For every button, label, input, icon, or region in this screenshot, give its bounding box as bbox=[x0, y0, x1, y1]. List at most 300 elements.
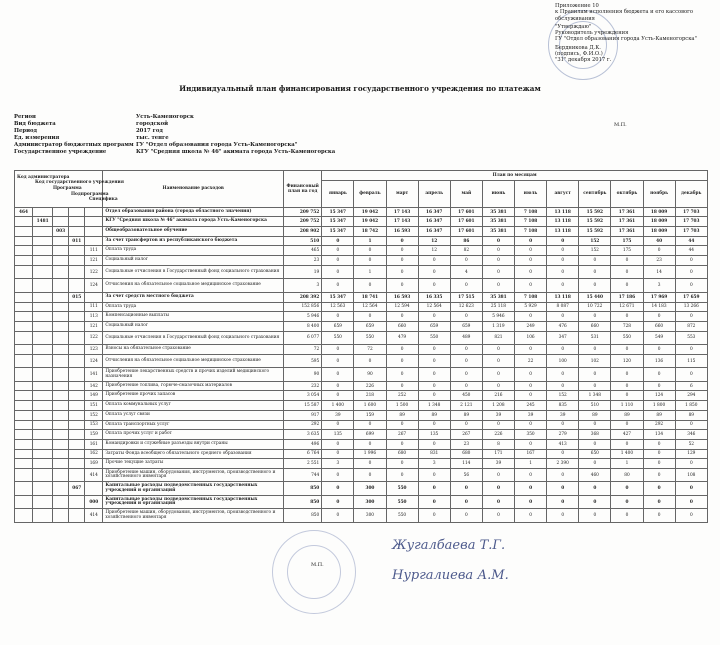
month-value-cell: 368 bbox=[579, 430, 611, 440]
table-row bbox=[15, 279, 708, 293]
month-value-cell: 1 208 bbox=[482, 401, 514, 411]
month-value-cell: 0 bbox=[579, 265, 611, 279]
month-value-cell: 300 bbox=[354, 495, 386, 509]
month-value-cell: 0 bbox=[643, 459, 675, 469]
month-value-cell: 680 bbox=[450, 449, 482, 459]
month-value-cell: 0 bbox=[322, 236, 354, 246]
month-value-cell: 0 bbox=[611, 439, 643, 449]
month-value-cell: 0 bbox=[322, 482, 354, 496]
month-value-cell: 479 bbox=[386, 331, 418, 345]
code-cell: 414 bbox=[85, 509, 103, 523]
month-value-cell: 0 bbox=[547, 246, 579, 256]
annual-total-cell: 23 bbox=[284, 256, 322, 266]
month-value-cell: 0 bbox=[482, 279, 514, 293]
month-value-cell: 16 347 bbox=[418, 217, 450, 227]
month-value-cell: 0 bbox=[450, 368, 482, 382]
month-value-cell: 135 bbox=[418, 430, 450, 440]
month-value-cell: 5 929 bbox=[515, 302, 547, 312]
month-value-cell: 12 564 bbox=[354, 302, 386, 312]
annual-total-cell: 232 bbox=[284, 381, 322, 391]
month-value-cell: 0 bbox=[515, 246, 547, 256]
month-value-cell: 89 bbox=[418, 410, 450, 420]
annual-total-cell: 292 bbox=[284, 420, 322, 430]
month-value-cell: 550 bbox=[611, 331, 643, 345]
month-value-cell: 0 bbox=[643, 468, 675, 482]
month-value-cell: 0 bbox=[354, 256, 386, 266]
annual-total-cell: 2 551 bbox=[284, 459, 322, 469]
meta-value: 2017 год bbox=[136, 128, 163, 135]
expense-name-cell: Капитальные расходы подведомственных государственных учреждений и организаций bbox=[103, 482, 284, 496]
month-value-cell: 19 042 bbox=[354, 207, 386, 217]
code-cell bbox=[53, 368, 69, 382]
meta-value: КГУ "Средняя школа № 46" акимата города Усть-Каменогорска bbox=[136, 149, 336, 156]
month-value-cell: 1 bbox=[515, 459, 547, 469]
code-cell bbox=[33, 256, 53, 266]
month-value-cell: 0 bbox=[322, 449, 354, 459]
table-row bbox=[15, 236, 708, 246]
month-value-cell: 0 bbox=[450, 509, 482, 523]
month-value-cell: 660 bbox=[579, 321, 611, 331]
month-value-cell: 0 bbox=[482, 345, 514, 355]
code-cell bbox=[53, 430, 69, 440]
annual-total-cell: 208 902 bbox=[284, 227, 322, 237]
month-value-cell: 699 bbox=[354, 430, 386, 440]
month-value-cell: 660 bbox=[643, 321, 675, 331]
head-title: Руководитель учреждения bbox=[555, 30, 629, 37]
code-cell bbox=[69, 459, 85, 469]
code-cell bbox=[53, 321, 69, 331]
month-value-cell: 0 bbox=[354, 312, 386, 322]
signature-caption: (подпись, Ф.И.О.) bbox=[555, 51, 603, 58]
annual-total-cell: 850 bbox=[284, 495, 322, 509]
code-cell bbox=[33, 482, 53, 496]
code-cell bbox=[15, 420, 33, 430]
code-cell bbox=[69, 410, 85, 420]
month-value-cell: 226 bbox=[354, 381, 386, 391]
month-value-cell: 0 bbox=[579, 256, 611, 266]
code-cell bbox=[33, 468, 53, 482]
month-value-cell: 0 bbox=[515, 256, 547, 266]
month-value-cell: 0 bbox=[611, 279, 643, 293]
month-value-cell: 216 bbox=[482, 391, 514, 401]
code-cell: 000 bbox=[85, 495, 103, 509]
month-value-cell: 23 bbox=[450, 439, 482, 449]
month-value-cell: 550 bbox=[354, 331, 386, 345]
code-cell bbox=[85, 482, 103, 496]
month-value-cell: 0 bbox=[675, 495, 707, 509]
month-value-cell: 0 bbox=[322, 279, 354, 293]
month-value-cell: 0 bbox=[322, 468, 354, 482]
month-value-cell: 531 bbox=[579, 331, 611, 345]
month-value-cell: 0 bbox=[675, 265, 707, 279]
code-cell bbox=[33, 410, 53, 420]
code-cell bbox=[85, 236, 103, 246]
month-header: май bbox=[450, 180, 482, 207]
month-value-cell: 159 bbox=[354, 410, 386, 420]
annual-total-cell: 72 bbox=[284, 345, 322, 355]
code-cell bbox=[33, 331, 53, 345]
month-value-cell: 0 bbox=[354, 459, 386, 469]
month-value-cell: 550 bbox=[386, 495, 418, 509]
month-value-cell: 16 335 bbox=[418, 292, 450, 302]
month-value-cell: 17 601 bbox=[450, 207, 482, 217]
code-cell bbox=[69, 302, 85, 312]
annual-total-cell: 496 bbox=[284, 439, 322, 449]
month-value-cell: 13 118 bbox=[547, 227, 579, 237]
month-value-cell: 0 bbox=[579, 459, 611, 469]
code-cell: 142 bbox=[85, 381, 103, 391]
annual-total-cell: 744 bbox=[284, 468, 322, 482]
annual-total-cell: 209 752 bbox=[284, 207, 322, 217]
annual-total-cell: 15 587 bbox=[284, 401, 322, 411]
month-value-cell: 13 118 bbox=[547, 217, 579, 227]
month-value-cell: 0 bbox=[450, 312, 482, 322]
code-cell: 123 bbox=[85, 345, 103, 355]
month-value-cell: 0 bbox=[515, 345, 547, 355]
month-value-cell: 124 bbox=[643, 391, 675, 401]
month-value-cell: 0 bbox=[418, 509, 450, 523]
month-value-cell: 1 bbox=[354, 265, 386, 279]
month-value-cell: 13 266 bbox=[675, 302, 707, 312]
code-cell: 1481 bbox=[33, 217, 53, 227]
code-cell bbox=[15, 256, 33, 266]
code-cell bbox=[53, 345, 69, 355]
month-value-cell: 106 bbox=[515, 331, 547, 345]
month-value-cell: 89 bbox=[386, 410, 418, 420]
code-cell bbox=[15, 227, 33, 237]
code-cell: 124 bbox=[85, 279, 103, 293]
code-cell bbox=[69, 331, 85, 345]
code-cell: 111 bbox=[85, 302, 103, 312]
month-header: август bbox=[547, 180, 579, 207]
month-value-cell: 18 741 bbox=[354, 292, 386, 302]
month-value-cell: 346 bbox=[675, 430, 707, 440]
code-cell bbox=[69, 227, 85, 237]
month-value-cell: 0 bbox=[547, 509, 579, 523]
month-value-cell: 35 381 bbox=[482, 227, 514, 237]
code-cell bbox=[85, 227, 103, 237]
month-header: февраль bbox=[354, 180, 386, 207]
month-value-cell: 350 bbox=[515, 430, 547, 440]
annual-total-cell: 917 bbox=[284, 410, 322, 420]
code-cell bbox=[53, 495, 69, 509]
month-value-cell: 4 bbox=[450, 265, 482, 279]
month-value-cell: 14 183 bbox=[643, 302, 675, 312]
month-value-cell: 0 bbox=[322, 495, 354, 509]
code-cell bbox=[33, 420, 53, 430]
month-header: июнь bbox=[482, 180, 514, 207]
month-value-cell: 7 108 bbox=[515, 207, 547, 217]
month-value-cell: 0 bbox=[354, 468, 386, 482]
code-cell bbox=[15, 354, 33, 368]
month-value-cell: 0 bbox=[611, 381, 643, 391]
month-value-cell: 167 bbox=[515, 449, 547, 459]
code-cell bbox=[69, 468, 85, 482]
approved-caption: "Утверждаю" bbox=[555, 23, 592, 30]
month-value-cell: 0 bbox=[450, 482, 482, 496]
month-value-cell: 17 361 bbox=[611, 207, 643, 217]
month-value-cell: 0 bbox=[643, 312, 675, 322]
table-row bbox=[15, 420, 708, 430]
code-cell bbox=[53, 420, 69, 430]
code-cell bbox=[33, 391, 53, 401]
month-value-cell: 89 bbox=[579, 410, 611, 420]
month-value-cell: 0 bbox=[450, 420, 482, 430]
month-value-cell: 0 bbox=[547, 482, 579, 496]
month-value-cell: 0 bbox=[386, 439, 418, 449]
code-cell bbox=[33, 292, 53, 302]
month-value-cell: 0 bbox=[386, 279, 418, 293]
code-cell bbox=[33, 401, 53, 411]
code-cell: 113 bbox=[85, 312, 103, 322]
month-value-cell: 12 623 bbox=[450, 302, 482, 312]
expense-name-cell: КГУ "Средняя школа № 46" акимата города Усть-Каменогорска bbox=[103, 217, 284, 227]
code-cell bbox=[85, 207, 103, 217]
month-value-cell: 0 bbox=[386, 265, 418, 279]
month-value-cell: 1 600 bbox=[354, 401, 386, 411]
code-cell bbox=[15, 381, 33, 391]
expense-name-cell: Оплата транспортных услуг bbox=[103, 420, 284, 430]
month-value-cell: 0 bbox=[515, 368, 547, 382]
code-cell bbox=[69, 439, 85, 449]
month-value-cell: 0 bbox=[322, 265, 354, 279]
table-row bbox=[15, 246, 708, 256]
month-value-cell: 12 bbox=[418, 236, 450, 246]
annual-total-cell: 152 856 bbox=[284, 302, 322, 312]
code-cell: 124 bbox=[85, 354, 103, 368]
code-cell bbox=[69, 312, 85, 322]
month-value-cell: 0 bbox=[322, 354, 354, 368]
table-row bbox=[15, 331, 708, 345]
month-value-cell: 17 361 bbox=[611, 227, 643, 237]
month-value-cell: 134 bbox=[643, 430, 675, 440]
expense-name-cell: Оплата труда bbox=[103, 246, 284, 256]
annual-total-cell: 209 752 bbox=[284, 217, 322, 227]
expense-name-cell: Взносы на обязательное страхование bbox=[103, 345, 284, 355]
month-header: март bbox=[386, 180, 418, 207]
expense-name-cell: Прочие текущие затраты bbox=[103, 459, 284, 469]
stamp-place-label: М.П. bbox=[614, 122, 627, 128]
month-value-cell: 1 348 bbox=[579, 391, 611, 401]
month-value-cell: 0 bbox=[579, 312, 611, 322]
month-value-cell: 0 bbox=[611, 495, 643, 509]
month-value-cell: 0 bbox=[611, 256, 643, 266]
meta-row bbox=[14, 149, 335, 156]
annual-total-cell: 465 bbox=[284, 246, 322, 256]
appendix-line: обслуживания bbox=[555, 15, 595, 22]
month-value-cell: 821 bbox=[482, 331, 514, 345]
month-value-cell: 115 bbox=[675, 354, 707, 368]
expense-name-cell: Приобретение машин, оборудования, инструментов, производственного и хозяйственного инвентаря bbox=[103, 468, 284, 482]
month-value-cell: 0 bbox=[547, 256, 579, 266]
month-value-cell: 427 bbox=[611, 430, 643, 440]
month-value-cell: 0 bbox=[418, 495, 450, 509]
month-header: январь bbox=[322, 180, 354, 207]
month-value-cell: 0 bbox=[579, 495, 611, 509]
table-row bbox=[15, 495, 708, 509]
month-value-cell: 35 381 bbox=[482, 217, 514, 227]
code-cell bbox=[85, 292, 103, 302]
month-value-cell: 0 bbox=[418, 279, 450, 293]
expense-name-cell: Социальный налог bbox=[103, 256, 284, 266]
month-value-cell: 16 593 bbox=[386, 227, 418, 237]
code-hierarchy-header bbox=[15, 171, 124, 208]
month-value-cell: 0 bbox=[547, 381, 579, 391]
expense-name-cell: Капитальные расходы подведомственных государственных учреждений и организаций bbox=[103, 495, 284, 509]
expense-name-cell: Затраты Фонда всеобщего обязательного среднего образования bbox=[103, 449, 284, 459]
month-value-cell: 129 bbox=[675, 449, 707, 459]
month-value-cell: 0 bbox=[547, 368, 579, 382]
month-value-cell: 0 bbox=[675, 312, 707, 322]
month-value-cell: 0 bbox=[418, 345, 450, 355]
month-value-cell: 0 bbox=[418, 312, 450, 322]
month-value-cell: 102 bbox=[579, 354, 611, 368]
month-value-cell: 3 bbox=[643, 279, 675, 293]
annual-total-cell: 3 bbox=[284, 279, 322, 293]
annual-total-cell: 510 bbox=[284, 236, 322, 246]
expense-name-cell: Отчисления на обязательное социальное медицинское страхование bbox=[103, 279, 284, 293]
code-cell bbox=[15, 345, 33, 355]
month-value-cell: 7 108 bbox=[515, 227, 547, 237]
month-value-cell: 0 bbox=[482, 246, 514, 256]
code-cell: 152 bbox=[85, 410, 103, 420]
table-row bbox=[15, 391, 708, 401]
annual-total-cell: 850 bbox=[284, 509, 322, 523]
month-value-cell: 0 bbox=[675, 368, 707, 382]
month-value-cell: 17 601 bbox=[450, 217, 482, 227]
month-value-cell: 0 bbox=[675, 459, 707, 469]
code-cell bbox=[69, 449, 85, 459]
month-value-cell: 660 bbox=[386, 321, 418, 331]
code-cell bbox=[33, 459, 53, 469]
month-value-cell: 1 bbox=[611, 459, 643, 469]
code-cell bbox=[15, 331, 33, 345]
month-value-cell: 1 110 bbox=[611, 401, 643, 411]
month-value-cell: 3 bbox=[322, 459, 354, 469]
table-row bbox=[15, 430, 708, 440]
month-value-cell: 0 bbox=[322, 509, 354, 523]
month-value-cell: 460 bbox=[579, 468, 611, 482]
month-value-cell: 0 bbox=[418, 420, 450, 430]
code-cell bbox=[69, 401, 85, 411]
month-value-cell: 0 bbox=[418, 391, 450, 401]
month-value-cell: 16 593 bbox=[386, 292, 418, 302]
month-value-cell: 0 bbox=[611, 420, 643, 430]
month-value-cell: 86 bbox=[450, 236, 482, 246]
annual-total-cell: 595 bbox=[284, 354, 322, 368]
month-value-cell: 0 bbox=[354, 246, 386, 256]
appendix-line: к Правилам исполнения бюджета и его кассового bbox=[555, 9, 693, 16]
month-value-cell: 39 bbox=[515, 410, 547, 420]
month-value-cell: 13 118 bbox=[547, 292, 579, 302]
code-cell bbox=[33, 368, 53, 382]
code-cell bbox=[15, 495, 33, 509]
month-value-cell: 17 143 bbox=[386, 217, 418, 227]
month-value-cell: 0 bbox=[643, 509, 675, 523]
code-cell bbox=[33, 381, 53, 391]
approval-block bbox=[555, 3, 715, 64]
month-value-cell: 553 bbox=[675, 331, 707, 345]
month-value-cell: 0 bbox=[418, 368, 450, 382]
meta-label: Государственное учреждение bbox=[14, 149, 107, 156]
month-value-cell: 175 bbox=[611, 236, 643, 246]
table-row bbox=[15, 468, 708, 482]
code-cell bbox=[53, 292, 69, 302]
code-cell bbox=[33, 439, 53, 449]
code-cell bbox=[33, 265, 53, 279]
month-value-cell: 152 bbox=[579, 236, 611, 246]
month-value-cell: 0 bbox=[579, 420, 611, 430]
month-value-cell: 0 bbox=[643, 495, 675, 509]
code-cell bbox=[33, 354, 53, 368]
table-row bbox=[15, 256, 708, 266]
month-value-cell: 0 bbox=[482, 381, 514, 391]
month-value-cell: 7 108 bbox=[515, 292, 547, 302]
month-value-cell: 10 722 bbox=[579, 302, 611, 312]
meta-row bbox=[14, 114, 335, 121]
month-value-cell: 17 601 bbox=[450, 227, 482, 237]
month-value-cell: 5 946 bbox=[482, 312, 514, 322]
annual-total-cell: 850 bbox=[284, 482, 322, 496]
code-cell bbox=[15, 265, 33, 279]
code-cell bbox=[53, 401, 69, 411]
annual-total-cell: 90 bbox=[284, 368, 322, 382]
month-value-cell: 80 bbox=[611, 468, 643, 482]
code-cell bbox=[53, 236, 69, 246]
month-value-cell: 0 bbox=[386, 256, 418, 266]
code-cell bbox=[53, 449, 69, 459]
month-value-cell: 0 bbox=[482, 495, 514, 509]
month-value-cell: 39 bbox=[322, 410, 354, 420]
approver-name: Бердникова Д.К. bbox=[555, 44, 601, 51]
month-value-cell: 550 bbox=[418, 331, 450, 345]
month-value-cell: 35 381 bbox=[482, 292, 514, 302]
month-value-cell: 0 bbox=[482, 368, 514, 382]
code-cell bbox=[69, 345, 85, 355]
month-value-cell: 0 bbox=[515, 312, 547, 322]
meta-label: Период bbox=[14, 128, 38, 135]
expense-name-cell: Оплата коммунальных услуг bbox=[103, 401, 284, 411]
month-value-cell: 245 bbox=[515, 401, 547, 411]
code-cell bbox=[69, 430, 85, 440]
month-value-cell: 1 319 bbox=[482, 321, 514, 331]
month-value-cell: 0 bbox=[515, 420, 547, 430]
month-value-cell: 659 bbox=[322, 321, 354, 331]
code-cell bbox=[69, 391, 85, 401]
annual-total-cell: 208 392 bbox=[284, 292, 322, 302]
month-value-cell: 2 390 bbox=[547, 459, 579, 469]
month-value-cell: 100 bbox=[547, 354, 579, 368]
annual-total-cell: 19 bbox=[284, 265, 322, 279]
expense-name-cell: Приобретение прочих запасов bbox=[103, 391, 284, 401]
month-value-cell: 650 bbox=[579, 449, 611, 459]
table-row bbox=[15, 265, 708, 279]
expense-name-header: Наименование расходов bbox=[103, 171, 284, 208]
month-value-cell: 0 bbox=[450, 279, 482, 293]
month-value-cell: 89 bbox=[675, 410, 707, 420]
table-row bbox=[15, 368, 708, 382]
approval-date: "31" декабря 2017 г. bbox=[555, 57, 612, 64]
table-row bbox=[15, 302, 708, 312]
month-value-cell: 0 bbox=[386, 312, 418, 322]
code-cell bbox=[53, 265, 69, 279]
month-value-cell: 218 bbox=[354, 391, 386, 401]
code-cell bbox=[15, 302, 33, 312]
month-value-cell: 0 bbox=[611, 312, 643, 322]
month-value-cell: 0 bbox=[482, 468, 514, 482]
code-cell bbox=[69, 381, 85, 391]
month-value-cell: 40 bbox=[643, 236, 675, 246]
